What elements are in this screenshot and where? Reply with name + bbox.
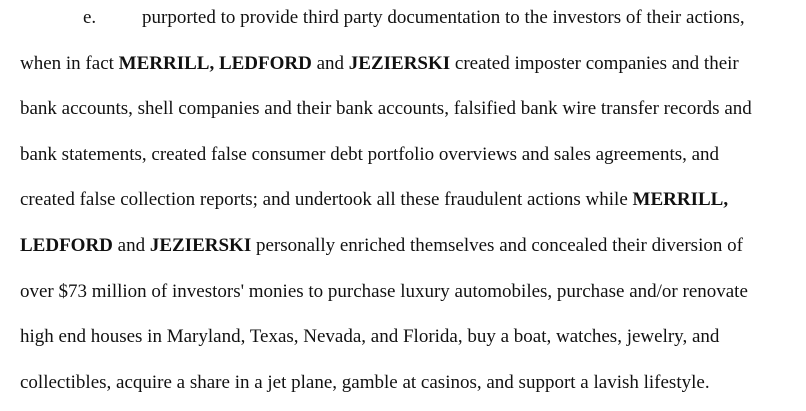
- defendant-name-bold: JEZIERSKI: [348, 53, 451, 74]
- line-7-text: over $73 million of investors' monies to purchase luxury automobiles, purchase and/or renovate: [20, 281, 748, 302]
- line-1-text: purported to provide third party documentation to the investors of their actions,: [142, 7, 745, 28]
- paragraph-line-7: [20, 281, 748, 303]
- line-6-text-a: and: [112, 235, 150, 256]
- defendant-name-bold: MERRILL,: [632, 189, 729, 210]
- defendant-names-bold: MERRILL, LEDFORD: [118, 53, 312, 74]
- paragraph-line-6: [20, 235, 743, 257]
- line-2-text-c: created imposter companies and their: [450, 53, 739, 74]
- defendant-name-bold: LEDFORD: [20, 235, 113, 256]
- line-2-text-a: when in fact: [20, 53, 119, 74]
- paragraph-line-2: [20, 53, 739, 75]
- paragraph-line-3: [20, 98, 752, 120]
- defendant-name-bold: JEZIERSKI: [149, 235, 252, 256]
- paragraph-line-4: [20, 144, 719, 166]
- line-9-text: collectibles, acquire a share in a jet plane, gamble at casinos, and support a lavish lifestyle.: [20, 372, 710, 393]
- paragraph-line-9: [20, 372, 710, 394]
- paragraph-line-5: [20, 189, 728, 211]
- line-3-text: bank accounts, shell companies and their bank accounts, falsified bank wire transfer records and: [20, 98, 752, 119]
- line-8-text: high end houses in Maryland, Texas, Nevada, and Florida, buy a boat, watches, jewelry, and: [20, 326, 720, 347]
- line-4-text: bank statements, created false consumer debt portfolio overviews and sales agreements, and: [20, 144, 720, 165]
- line-5-text: created false collection reports; and undertook all these fraudulent actions while: [20, 189, 633, 210]
- line-2-text-b: and: [311, 53, 349, 74]
- list-marker: e.: [83, 7, 97, 28]
- line-6-text-b: personally enriched themselves and concealed their diversion of: [251, 235, 743, 256]
- paragraph-line-1: [83, 7, 745, 29]
- paragraph-line-8: [20, 326, 719, 348]
